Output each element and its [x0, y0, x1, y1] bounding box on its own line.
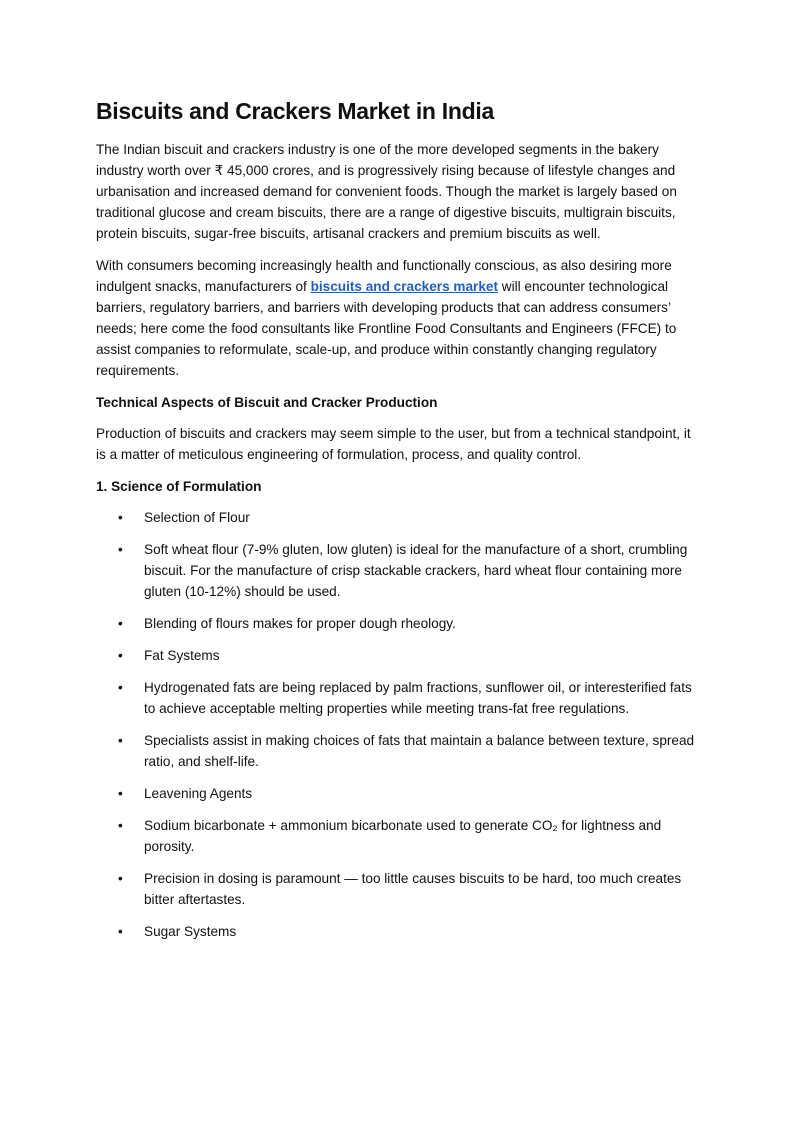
- bullet-list: [96, 507, 702, 942]
- list-item-text: Sugar Systems: [144, 924, 237, 939]
- list-item: [96, 507, 702, 528]
- bullet-icon: •: [118, 871, 123, 886]
- list-item-text: Leavening Agents: [144, 786, 253, 801]
- consultants-paragraph: [96, 255, 702, 381]
- market-link[interactable]: biscuits and crackers market: [310, 279, 498, 294]
- list-item: [96, 677, 702, 719]
- list-item: [96, 613, 702, 634]
- bullet-icon: •: [118, 924, 123, 939]
- list-item: [96, 815, 702, 857]
- list-item-text: Selection of Flour: [144, 510, 250, 525]
- page-title: Biscuits and Crackers Market in India: [96, 98, 494, 124]
- intro-paragraph: The Indian biscuit and crackers industry is one of the more developed segments in the bakery industry worth over ₹ 45,000 crores, and is progressively rising because of lifestyle changes and urbanisation and increased demand for convenient foods. Though the market is largely based on traditional glucose and cream biscuits, there are a range of digestive biscuits, multigrain biscuits, protein biscuits, sugar-free biscuits, artisanal crackers and premium biscuits as well.: [96, 142, 677, 241]
- list-item-text: Hydrogenated fats are being replaced by palm fractions, sunflower oil, or interesterified fats to achieve acceptable melting properties while meeting trans-fat free regulations.: [144, 680, 692, 716]
- subheading: 1. Science of Formulation: [96, 479, 262, 494]
- bullet-icon: •: [118, 542, 123, 557]
- list-item-text: Blending of flours makes for proper dough rheology.: [144, 616, 456, 631]
- list-item-text: Soft wheat flour (7-9% gluten, low gluten) is ideal for the manufacture of a short, crumbling biscuit. For the manufacture of crisp stackable crackers, hard wheat flour containing more gluten (10-12%) should be used.: [144, 542, 688, 599]
- para-text: With consumers becoming increasingly health and functionally conscious, as also desiring more indulgent snacks, manufacturers of: [96, 258, 672, 294]
- list-item: [96, 921, 702, 942]
- bullet-icon: •: [118, 648, 123, 663]
- list-item: [96, 539, 702, 602]
- list-item-text: Sodium bicarbonate + ammonium bicarbonate used to generate CO₂ for lightness and porosity.: [144, 818, 662, 854]
- list-item-text: Fat Systems: [144, 648, 220, 663]
- document-page: [96, 98, 702, 953]
- para-text: will encounter technological barriers, regulatory barriers, and barriers with developing products that can address consumers’ needs; here come the food consultants like Frontline Food Consultants and Engineers (FFCE) to assist companies to reformulate, scale-up, and produce within constantly changing regulatory requirements.: [96, 279, 677, 378]
- bullet-icon: •: [118, 786, 123, 801]
- bullet-icon: •: [118, 510, 123, 525]
- list-item: [96, 730, 702, 772]
- list-item-text: Precision in dosing is paramount — too little causes biscuits to be hard, too much creates bitter aftertastes.: [144, 871, 682, 907]
- section-paragraph: Production of biscuits and crackers may seem simple to the user, but from a technical standpoint, it is a matter of meticulous engineering of formulation, process, and quality control.: [96, 426, 691, 462]
- list-item-text: Specialists assist in making choices of fats that maintain a balance between texture, spread ratio, and shelf-life.: [144, 733, 695, 769]
- section-heading: Technical Aspects of Biscuit and Cracker Production: [96, 395, 438, 410]
- list-item: [96, 783, 702, 804]
- bullet-icon: •: [118, 680, 123, 695]
- list-item: [96, 868, 702, 910]
- list-item: [96, 645, 702, 666]
- bullet-icon: •: [118, 616, 123, 631]
- bullet-icon: •: [118, 733, 123, 748]
- bullet-icon: •: [118, 818, 123, 833]
